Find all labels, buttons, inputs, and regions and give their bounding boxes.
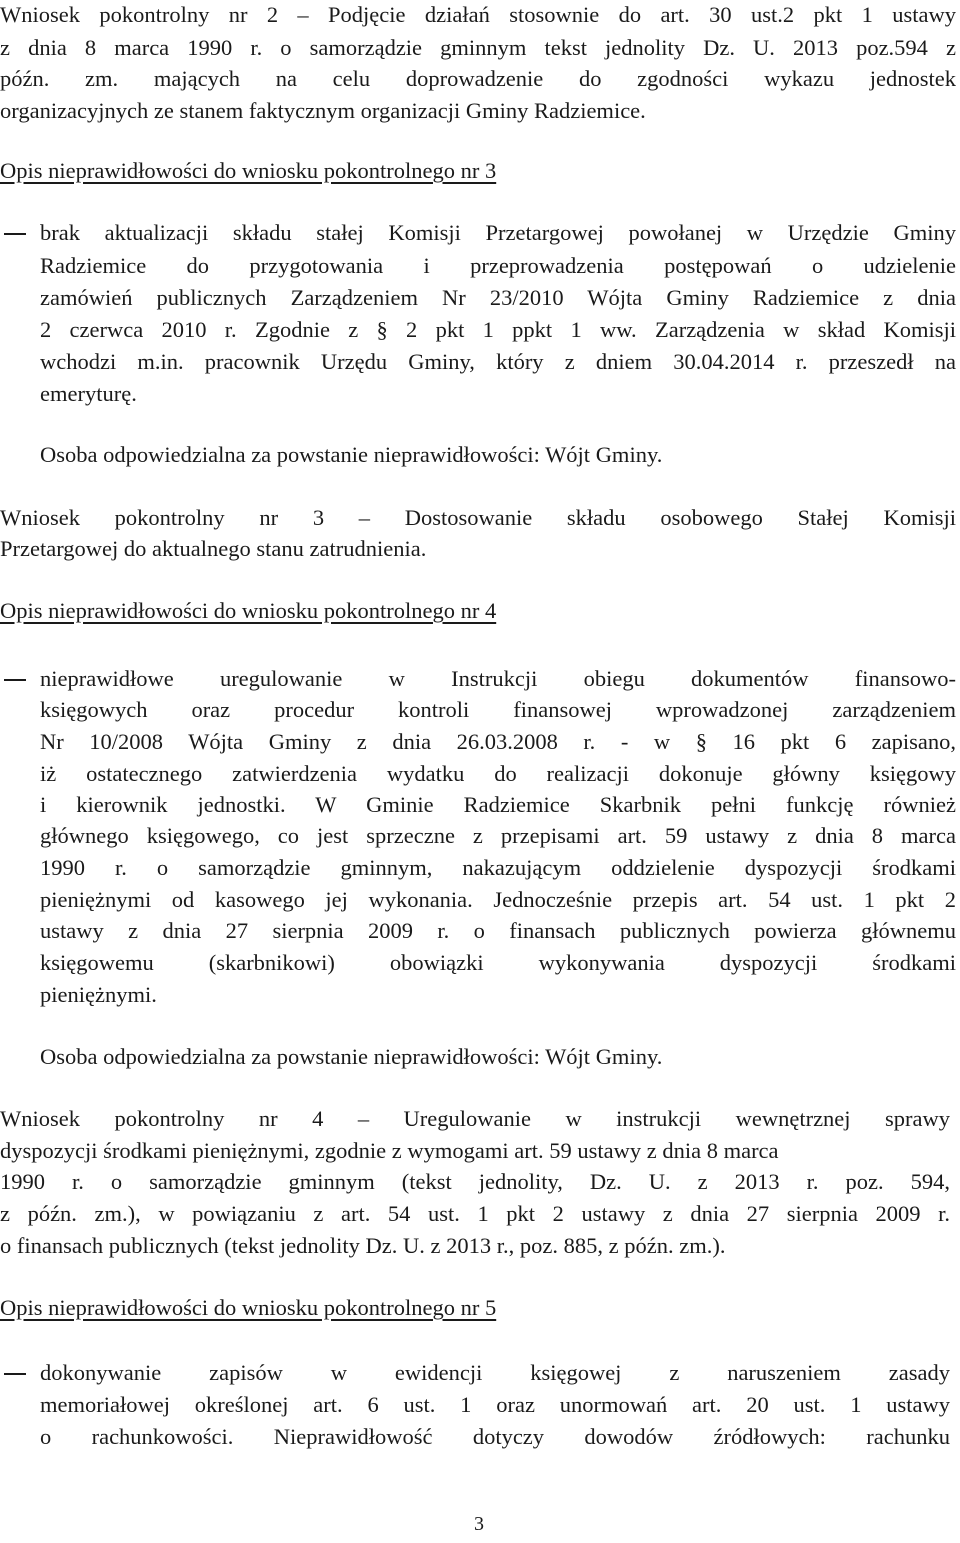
dash-bullet (4, 1373, 26, 1375)
dash-bullet (4, 679, 26, 681)
text-line: głównego księgowego, co jest sprzeczne z przepisami art. 59 ustawy z dnia 8 marca (40, 823, 956, 848)
text-line: o finansach publicznych (tekst jednolity Dz. U. z 2013 r., poz. 885, z późn. zm.). (0, 1233, 726, 1258)
text-line: 1990 r. o samorządzie gminnym, nakazującym oddzielenie dyspozycji środkami (40, 855, 956, 880)
section-heading: Opis nieprawidłowości do wniosku pokontrolnego nr 3 (0, 158, 497, 183)
text-line: Wniosek pokontrolny nr 2 – Podjęcie działań stosownie do art. 30 ust.2 pkt 1 ustawy (0, 2, 956, 27)
text-line: wchodzi m.in. pracownik Urzędu Gminy, który z dniem 30.04.2014 r. przeszedł na (40, 349, 956, 374)
text-line: zamówień publicznych Zarządzeniem Nr 23/2010 Wójta Gminy Radziemice z dnia (40, 285, 956, 310)
responsible-person-note: Osoba odpowiedzialna za powstanie nieprawidłowości: Wójt Gminy. (40, 442, 663, 467)
text-line: księgowemu (skarbnikowi) obowiązki wykonywania dyspozycji środkami (40, 950, 956, 975)
text-line: brak aktualizacji składu stałej Komisji Przetargowej powołanej w Urzędzie Gminy (40, 220, 956, 245)
text-line: pieniężnymi. (40, 982, 157, 1007)
responsible-person-note: Osoba odpowiedzialna za powstanie nieprawidłowości: Wójt Gminy. (40, 1044, 663, 1069)
text-line: iż ostatecznego zatwierdzenia wydatku do realizacji dokonuje główny księgowy (40, 761, 956, 786)
text-line: pieniężnymi od kasowego jej wykonania. Jednocześnie przepis art. 54 ust. 1 pkt 2 (40, 887, 956, 912)
text-line: i kierownik jednostki. W Gminie Radziemice Skarbnik pełni funkcję również (40, 792, 956, 817)
text-line: dokonywanie zapisów w ewidencji księgowej z naruszeniem zasady (40, 1360, 950, 1385)
text-line: Nr 10/2008 Wójta Gminy z dnia 26.03.2008 r. - w § 16 pkt 6 zapisano, (40, 729, 956, 754)
text-line: 1990 r. o samorządzie gminnym (tekst jednolity, Dz. U. z 2013 r. poz. 594, (0, 1169, 950, 1194)
text-line: księgowych oraz procedur kontroli finansowej wprowadzonej zarządzeniem (40, 697, 956, 722)
text-line: memoriałowej określonej art. 6 ust. 1 oraz unormowań art. 20 ust. 1 ustawy (40, 1392, 950, 1417)
page-number: 3 (474, 1513, 484, 1535)
text-line: Wniosek pokontrolny nr 3 – Dostosowanie składu osobowego Stałej Komisji (0, 505, 956, 530)
text-line: organizacyjnych ze stanem faktycznym organizacji Gminy Radziemice. (0, 98, 646, 123)
text-line: z późn. zm.), w powiązaniu z art. 54 ust. 1 pkt 2 ustawy z dnia 27 sierpnia 2009 r. (0, 1201, 950, 1226)
text-line: nieprawidłowe uregulowanie w Instrukcji obiegu dokumentów finansowo- (40, 666, 956, 691)
text-line: o rachunkowości. Nieprawidłowość dotyczy dowodów źródłowych: rachunku (40, 1424, 950, 1449)
text-line: ustawy z dnia 27 sierpnia 2009 r. o finansach publicznych powierza głównemu (40, 918, 956, 943)
section-heading: Opis nieprawidłowości do wniosku pokontrolnego nr 5 (0, 1295, 497, 1320)
text-line: późn. zm. mających na celu doprowadzenie do zgodności wykazu jednostek (0, 66, 956, 91)
dash-bullet (4, 233, 26, 235)
text-line: emeryturę. (40, 381, 137, 406)
text-line: 2 czerwca 2010 r. Zgodnie z § 2 pkt 1 ppkt 1 ww. Zarządzenia w skład Komisji (40, 317, 956, 342)
text-line: Przetargowej do aktualnego stanu zatrudnienia. (0, 536, 427, 561)
section-heading: Opis nieprawidłowości do wniosku pokontrolnego nr 4 (0, 598, 497, 623)
text-line: Wniosek pokontrolny nr 4 – Uregulowanie w instrukcji wewnętrznej sprawy (0, 1106, 950, 1131)
text-line: z dnia 8 marca 1990 r. o samorządzie gminnym tekst jednolity Dz. U. 2013 poz.594 z (0, 35, 956, 60)
text-line: dyspozycji środkami pieniężnymi, zgodnie z wymogami art. 59 ustawy z dnia 8 marca (0, 1138, 779, 1163)
text-line: Radziemice do przygotowania i przeprowadzenia postępowań o udzielenie (40, 253, 956, 278)
